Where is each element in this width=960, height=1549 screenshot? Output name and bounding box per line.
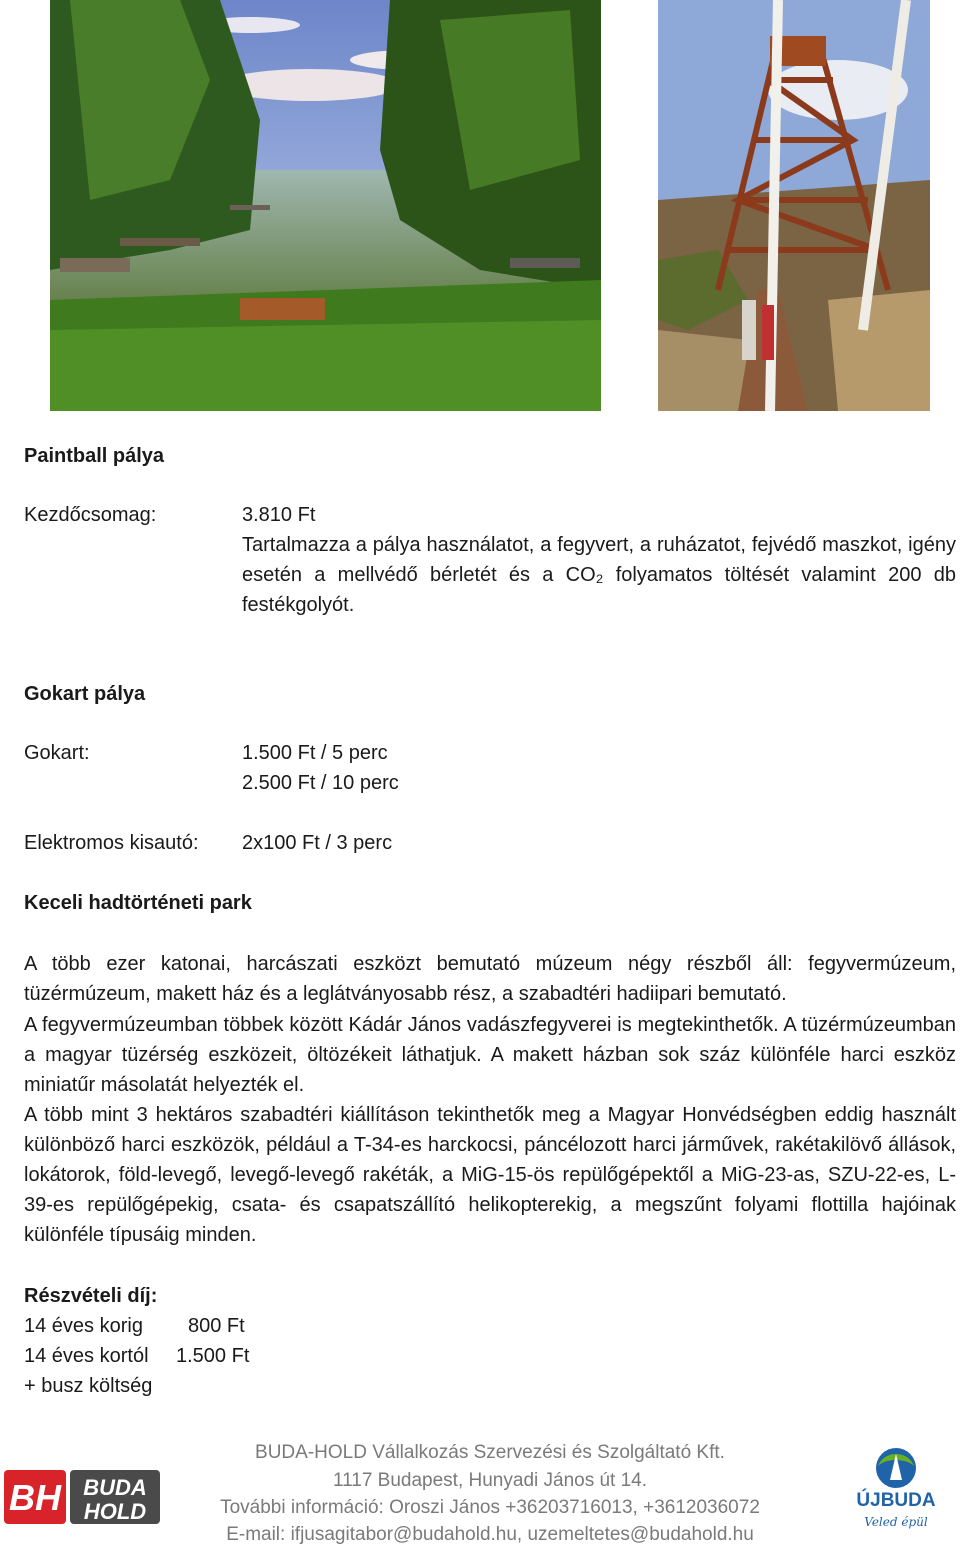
military-park-paragraph-1: A több ezer katonai, harcászati eszközt bemutató múzeum négy részből áll: fegyvermúzeum, tüzérmúzeum, makett ház és a leglátványosabb rész, a szabadtéri hadiipari bemutató.	[24, 953, 956, 1005]
ujbuda-tagline: Veled épül	[864, 1515, 928, 1529]
bus-cost-note: + busz költség	[24, 1375, 153, 1397]
fee-under14-price: 800 Ft	[188, 1315, 245, 1337]
starter-package-label: Kezdőcsomag:	[24, 504, 157, 526]
gokart-label: Gokart:	[24, 742, 90, 764]
fee-over14-label: 14 éves kortól	[24, 1345, 149, 1367]
gokart-price-5min: 1.500 Ft / 5 perc	[242, 742, 388, 764]
military-park-title: Keceli hadtörténeti park	[24, 892, 252, 914]
lake-photo	[50, 0, 601, 411]
military-park-paragraph-2: A fegyvermúzeumban többek között Kádár János vadászfegyverei is megtekinthetők. A tüzérmúzeumban a magyar tüzérség eszközeit, öltözékeit láthatjuk. A makett házban sok száz különféle harci eszköz miniatűr másolatát helyezték el.	[24, 1014, 956, 1096]
budahold-word-buda: BUDA	[83, 1475, 147, 1500]
footer-email: E-mail: ifjusagitabor@budahold.hu, uzemeltetes@budahold.hu	[226, 1524, 754, 1545]
gokart-title: Gokart pálya	[24, 683, 146, 705]
electric-car-price: 2x100 Ft / 3 perc	[242, 832, 393, 854]
military-park-paragraph-3: A több mint 3 hektáros szabadtéri kiállításon tekinthetők meg a Magyar Honvédségben eddig használt különböző harci eszközök, például a T-34-es harckocsi, páncélozott harci járművek, rakétakilövő állások, lokátorok, föld-levegő, levegő-levegő rakéták, a MiG-15-ös repülőgépektől a MiG-23-as, SZU-22-es, L-39-es repülőgépekig, csata- és csapatszállító helikopterekig, a megszűnt folyami flottilla hajóinak különféle típusáig minden.	[24, 1104, 956, 1246]
gokart-price-10min: 2.500 Ft / 10 perc	[242, 772, 399, 794]
ujbuda-word: ÚJBUDA	[856, 1490, 936, 1511]
budahold-logo	[4, 1466, 162, 1528]
fee-over14-price: 1.500 Ft	[176, 1345, 250, 1367]
budahold-word-hold: HOLD	[83, 1499, 147, 1524]
watchtower-photo	[658, 0, 930, 411]
footer-company: BUDA-HOLD Vállalkozás Szervezési és Szolgáltató Kft.	[255, 1442, 725, 1463]
starter-package-price: 3.810 Ft	[242, 504, 316, 526]
ujbuda-logo	[850, 1444, 942, 1536]
footer-contact: További információ: Oroszi János +36203716013, +3612036072	[220, 1497, 760, 1518]
paintball-title: Paintball pálya	[24, 445, 165, 467]
budahold-mark: BH	[9, 1477, 61, 1518]
electric-car-label: Elektromos kisautó:	[24, 832, 199, 854]
fee-title: Részvételi díj:	[24, 1285, 158, 1307]
fee-under14-label: 14 éves korig	[24, 1315, 143, 1337]
starter-package-description: Tartalmazza a pálya használatot, a fegyvert, a ruházatot, fejvédő maszkot, igény esetén a mellvédő bérletét és a CO₂ folyamatos töltését valamint 200 db festékgolyót.	[242, 534, 956, 616]
footer-address: 1117 Budapest, Hunyadi János út 14.	[332, 1470, 648, 1491]
